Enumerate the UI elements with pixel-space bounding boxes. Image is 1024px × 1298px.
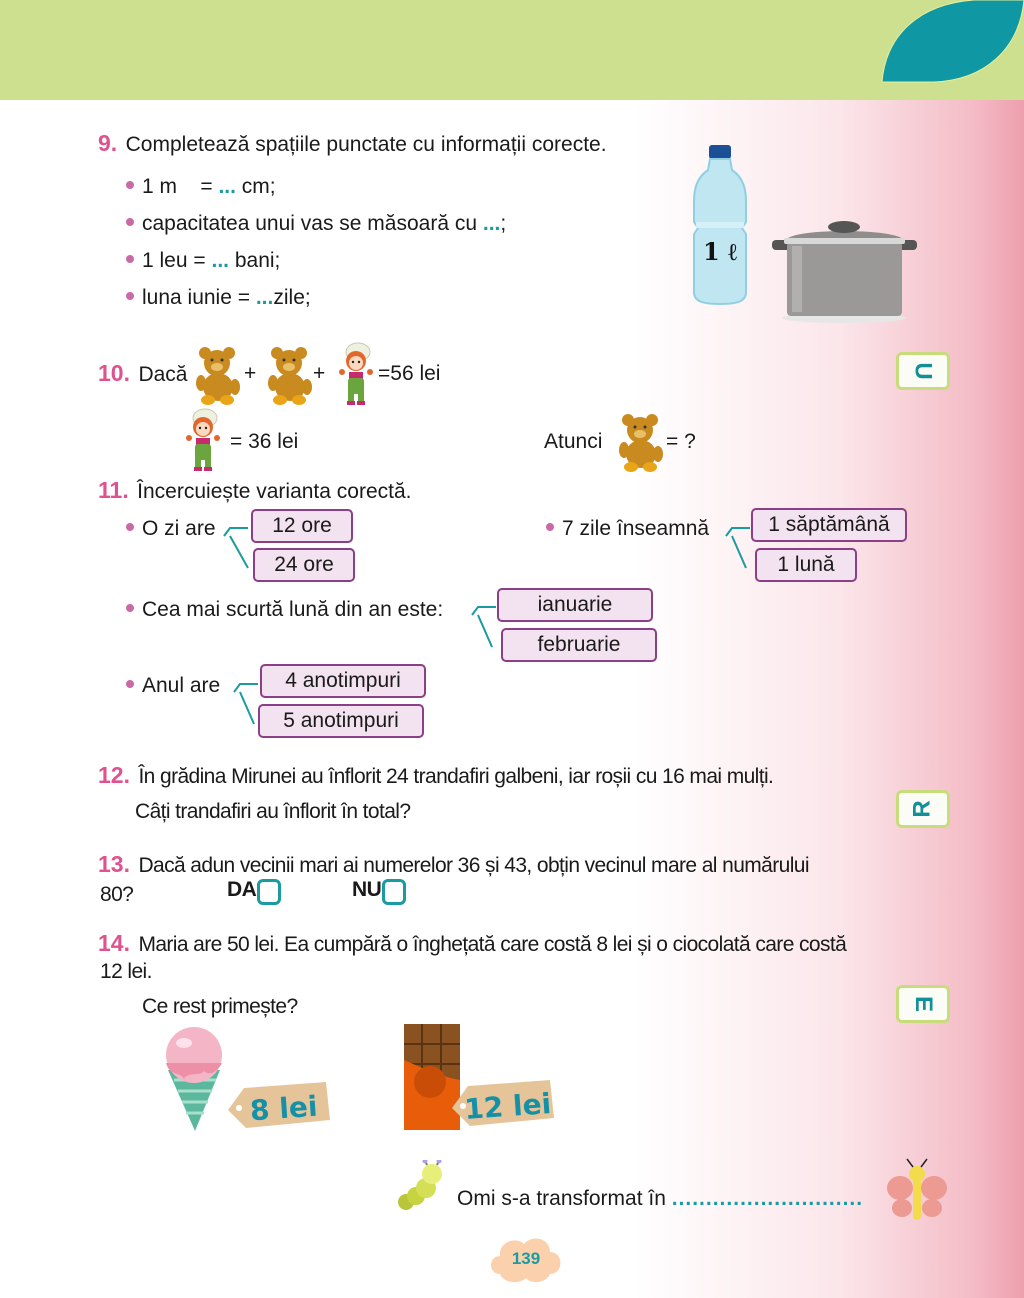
- cooking-pot-icon: [772, 210, 917, 325]
- ex10-atunci: Atunci: [544, 430, 603, 453]
- bullet-icon: [126, 255, 134, 263]
- ex9-items: [126, 168, 506, 316]
- ex10-question: = ?: [666, 430, 696, 453]
- yes-option: [227, 878, 281, 905]
- water-bottle-icon: [690, 142, 750, 308]
- ex11-number: 11.: [98, 477, 129, 503]
- teddy-bear-icon: [616, 412, 666, 472]
- teddy-bear-icon: [193, 345, 243, 405]
- option-1-luna[interactable]: 1 lună: [755, 548, 857, 582]
- option-5-anotimpuri[interactable]: 5 anotimpuri: [258, 704, 424, 738]
- ex9-item: capacitatea unui vas se măsoară cu ...;: [126, 205, 506, 242]
- no-option: [352, 878, 406, 905]
- icecream-price: 8 lei: [248, 1089, 319, 1128]
- letter-u: U: [910, 362, 937, 380]
- bracket-icon: [470, 603, 500, 651]
- plus-sign: +: [313, 362, 326, 385]
- ex10-daca: Dacă: [138, 363, 188, 386]
- option-februarie[interactable]: februarie: [501, 628, 657, 662]
- option-1-saptamana[interactable]: 1 săptămână: [751, 508, 907, 542]
- bullet-icon: [126, 181, 134, 189]
- plus-sign: +: [244, 362, 257, 385]
- bracket-icon: [222, 524, 252, 572]
- ex14-line2: 12 lei.: [100, 960, 152, 983]
- ex9-item: luna iunie = ...zile;: [126, 279, 506, 316]
- option-12-ore[interactable]: 12 ore: [251, 509, 353, 543]
- doll-icon: [336, 342, 376, 406]
- omi-sentence: Omi s-a transformat în ............................: [457, 1187, 864, 1210]
- ex12-number: 12.: [98, 762, 130, 788]
- bottle-label: 1 ℓ: [702, 237, 738, 266]
- yes-label: DA: [227, 878, 257, 901]
- ice-cream-icon: [160, 1025, 230, 1133]
- ex12-line1: 12. În grădina Mirunei au înflorit 24 trandafiri galbeni, iar roșii cu 16 mai mulți.: [98, 762, 774, 788]
- blank[interactable]: ...: [482, 212, 501, 235]
- bullet-icon: [126, 604, 134, 612]
- sum-result: =56 lei: [378, 362, 441, 385]
- option-4-anotimpuri[interactable]: 4 anotimpuri: [260, 664, 426, 698]
- yes-checkbox[interactable]: [257, 879, 281, 905]
- letter-e: E: [909, 995, 937, 1013]
- bullet-icon: [126, 523, 134, 531]
- ex11-question: O zi are: [126, 517, 216, 541]
- ex9-number: 9.: [98, 130, 118, 156]
- blank[interactable]: ...: [218, 175, 236, 198]
- price-tag-icon: [226, 1082, 330, 1128]
- option-ianuarie[interactable]: ianuarie: [497, 588, 653, 622]
- letter-box-r: [896, 790, 950, 828]
- bullet-icon: [126, 292, 134, 300]
- bullet-icon: [126, 218, 134, 226]
- letter-box-e: [896, 985, 950, 1023]
- ex13-line2: 80?: [100, 883, 134, 906]
- ex13-number: 13.: [98, 851, 130, 877]
- omi-blank[interactable]: ............................: [671, 1187, 864, 1210]
- ex14-question: Ce rest primește?: [142, 995, 298, 1018]
- ex9-instruction: Completează spațiile punctate cu informații corecte.: [125, 133, 607, 156]
- doll-result: = 36 lei: [230, 430, 299, 453]
- no-checkbox[interactable]: [382, 879, 406, 905]
- ex11-heading: [98, 477, 411, 504]
- no-label: NU: [352, 878, 382, 901]
- ex11-question: Cea mai scurtă lună din an este:: [126, 598, 443, 622]
- ex10-number: 10.: [98, 360, 130, 386]
- bullet-icon: [126, 680, 134, 688]
- teddy-bear-icon: [265, 345, 315, 405]
- ex9-item: 1 m = ... cm;: [126, 168, 506, 205]
- ex9-heading: [98, 130, 607, 157]
- option-24-ore[interactable]: 24 ore: [253, 548, 355, 582]
- ex9-item: 1 leu = ... bani;: [126, 242, 506, 279]
- ex13-line1: 13. Dacă adun vecinii mari ai numerelor 36 și 43, obțin vecinul mare al numărului: [98, 851, 809, 877]
- blank[interactable]: ...: [211, 249, 229, 272]
- bracket-icon: [724, 524, 754, 572]
- blank[interactable]: ...: [255, 286, 274, 309]
- page-number: 139: [511, 1249, 541, 1268]
- leaf-decoration-icon: [824, 0, 1024, 100]
- ex14-line1: 14. Maria are 50 lei. Ea cumpără o înghețată care costă 8 lei și o ciocolată care costă: [98, 930, 847, 956]
- doll-icon: [183, 408, 223, 472]
- ex11-question: Anul are: [126, 674, 220, 698]
- chocolate-price: 12 lei: [463, 1087, 553, 1126]
- ex10-heading: [98, 360, 187, 387]
- letter-box-u: [896, 352, 950, 390]
- bullet-icon: [546, 523, 554, 531]
- ex11-instruction: Încercuiește varianta corectă.: [137, 480, 412, 503]
- caterpillar-icon: [396, 1160, 446, 1212]
- ex12-line2: Câți trandafiri au înflorit în total?: [135, 800, 411, 823]
- ex11-question: 7 zile înseamnă: [546, 517, 709, 541]
- page-number-cloud-icon: [488, 1232, 564, 1284]
- price-tag-icon: [450, 1080, 554, 1126]
- butterfly-icon: [886, 1158, 948, 1224]
- letter-r: R: [909, 800, 936, 818]
- ex14-number: 14.: [98, 930, 130, 956]
